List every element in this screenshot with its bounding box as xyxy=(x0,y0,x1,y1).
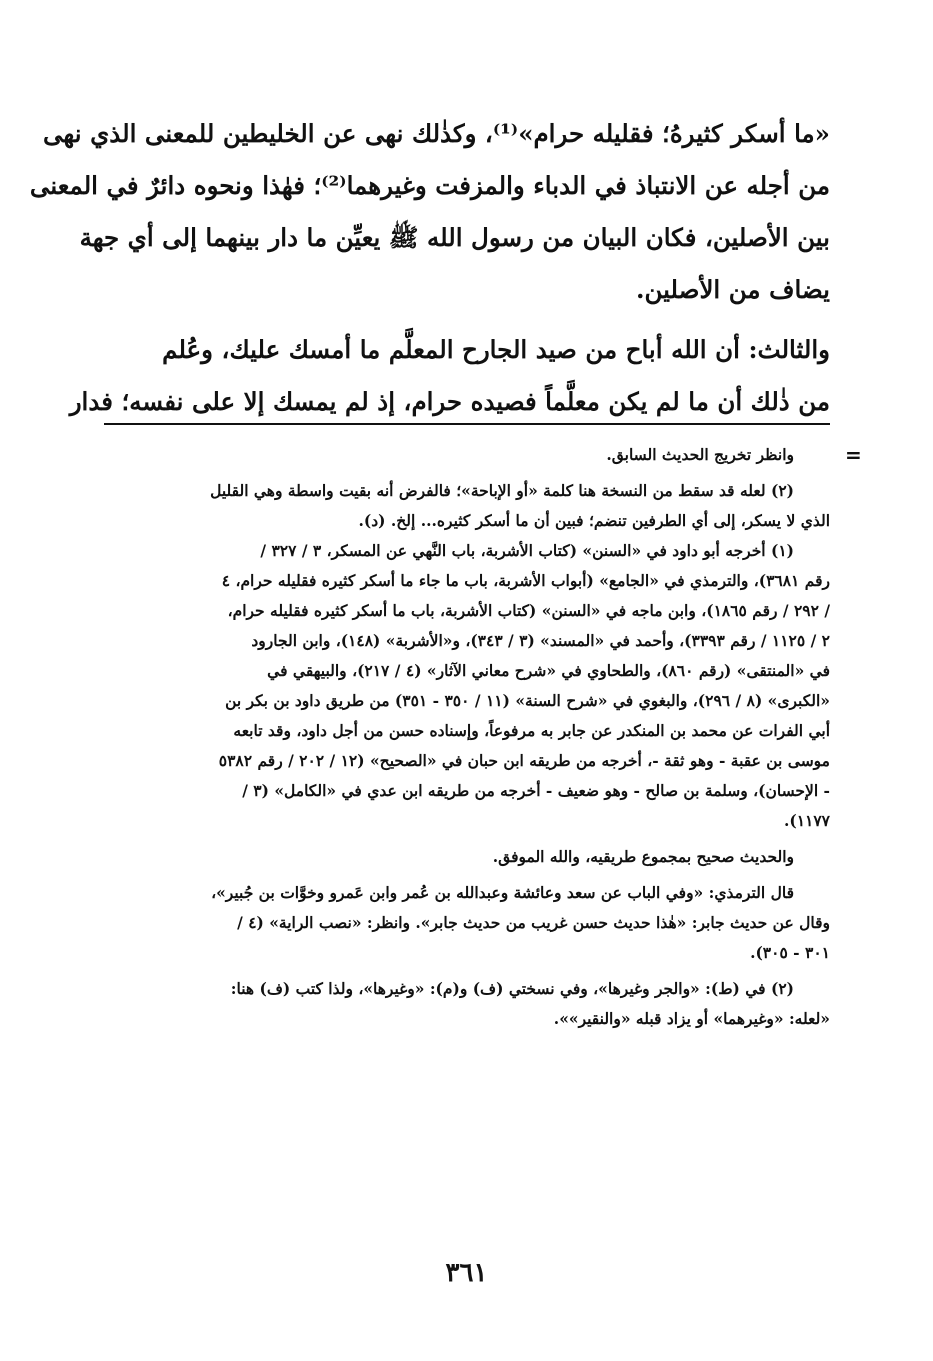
main-line-1: «ما أسكر كثيرهُ؛ فقليله حرام»⁽¹⁾، وكذٰلك نهى عن الخليطين للمعنى الذي نهى xyxy=(43,119,830,148)
footnote-continuation-mark: = xyxy=(845,443,862,467)
footnote-line-8: في «المنتقى» (رقم ٨٦٠)، والطحاوي في «شرح معاني الآثار» (٤ / ٢١٧)، والبيهقي في xyxy=(267,661,830,680)
footnote-line-9: «الكبرى» (٨ / ٢٩٦)، والبغوي في «شرح السنة» (١١ / ٣٥٠ - ٣٥١) من طريق داود بن بكر بن xyxy=(225,691,830,710)
main-line-6: من ذٰلك أن ما لم يكن معلَّماً فصيده حرام، إذ لم يمسك إلا على نفسه؛ فدار xyxy=(69,387,830,416)
footnote-line-2: (٢) لعله قد سقط من النسخة هنا كلمة «أو الإباحة»؛ فالفرض أنه بقيت واسطة وهي القليل xyxy=(210,481,794,500)
footnote-line-7: ٢ / ١١٢٥ / رقم ٣٣٩٣)، وأحمد في «المسند» (٣ / ٣٤٣)، و«الأشربة» (١٤٨)، وابن الجارود xyxy=(251,631,830,650)
main-line-4: يضاف من الأصلين. xyxy=(635,275,830,304)
main-line-5 xyxy=(104,324,830,376)
footnote-line-10: أبي الفرات عن محمد بن المنكدر عن جابر به مرفوعاً، وإسناده حسن من أجل داود، وقد تابعه xyxy=(233,721,830,740)
main-line-3: بين الأصلين، فكان البيان من رسول الله ﷺ يعيِّن ما دار بينهما إلى أي جهة xyxy=(79,223,830,252)
footnote-line-6: / ٢٩٢ / رقم ١٨٦٥)، وابن ماجه في «السنن» (كتاب الأشربة، باب ما أسكر كثيره فقليله حرام، xyxy=(227,601,830,620)
footnote-line-5: رقم ٣٦٨١)، والترمذي في «الجامع» (أبواب الأشربة، باب ما جاء ما أسكر كثيره فقليله حرام، ٤ xyxy=(221,571,830,590)
footnote-line-16: وقال عن حديث جابر: «هٰذا حديث حسن غريب من حديث جابر». وانظر: «نصب الراية» (٤ / xyxy=(237,913,830,932)
footnote-line-11: موسى بن عقبة - وهو ثقة -، أخرجه من طريقه ابن حبان في «الصحيح» (١٢ / ٢٠٢ / رقم ٥٣٨٢ xyxy=(218,751,830,770)
paragraph-lead-word: والثالث: xyxy=(748,335,830,364)
page-number: ٣٦١ xyxy=(445,1258,488,1288)
footnote-line-1: وانظر تخريج الحديث السابق. xyxy=(606,445,794,464)
footnote-separator xyxy=(104,423,830,425)
footnote-line-15: قال الترمذي: «وفي الباب عن سعد وعائشة وعبدالله بن عُمر وابن عَمرو وخوَّات بن جُبير»، xyxy=(211,883,794,902)
footnote-line-4: (١) أخرجه أبو داود في «السنن» (كتاب الأشربة، باب النَّهي عن المسكر، ٣ / ٣٢٧ / xyxy=(260,541,794,560)
footnote-line-17: ٣٠١ - ٣٠٥). xyxy=(750,943,830,962)
footnote-line-18: (٢) في (ط): «والجر وغيرها»، وفي نسختي (ف) و(م): «وغيرها»، ولذا كتب (ف) هنا: xyxy=(230,979,794,998)
footnotes xyxy=(104,440,830,1034)
footnote-line-19: «لعله: «وغيرهما» أو يزاد قبله «والنقير»». xyxy=(553,1009,830,1028)
footnote-line-13: ١١٧٧). xyxy=(783,811,830,830)
main-text xyxy=(29,108,830,428)
footnote-line-3: الذي لا يسكر، إلى أي الطرفين تنضم؛ فبين أن ما أسكر كثيره... إلخ. (د). xyxy=(358,511,830,530)
footnote-line-12: - الإحسان)، وسلمة بن صالح - وهو ضعيف - أخرجه من طريقه ابن عدي في «الكامل» (٣ / xyxy=(242,781,830,800)
main-line-2: من أجله عن الانتباذ في الدباء والمزفت وغيرهما⁽²⁾؛ فهٰذا ونحوه دائرٌ في المعنى xyxy=(29,171,830,200)
footnote-line-14: والحديث صحيح بمجموع طريقيه، والله الموفق. xyxy=(492,847,794,866)
main-line-5-rest: أن الله أباح من صيد الجارح المعلَّم ما أمسك عليك، وعُلم xyxy=(162,335,749,364)
